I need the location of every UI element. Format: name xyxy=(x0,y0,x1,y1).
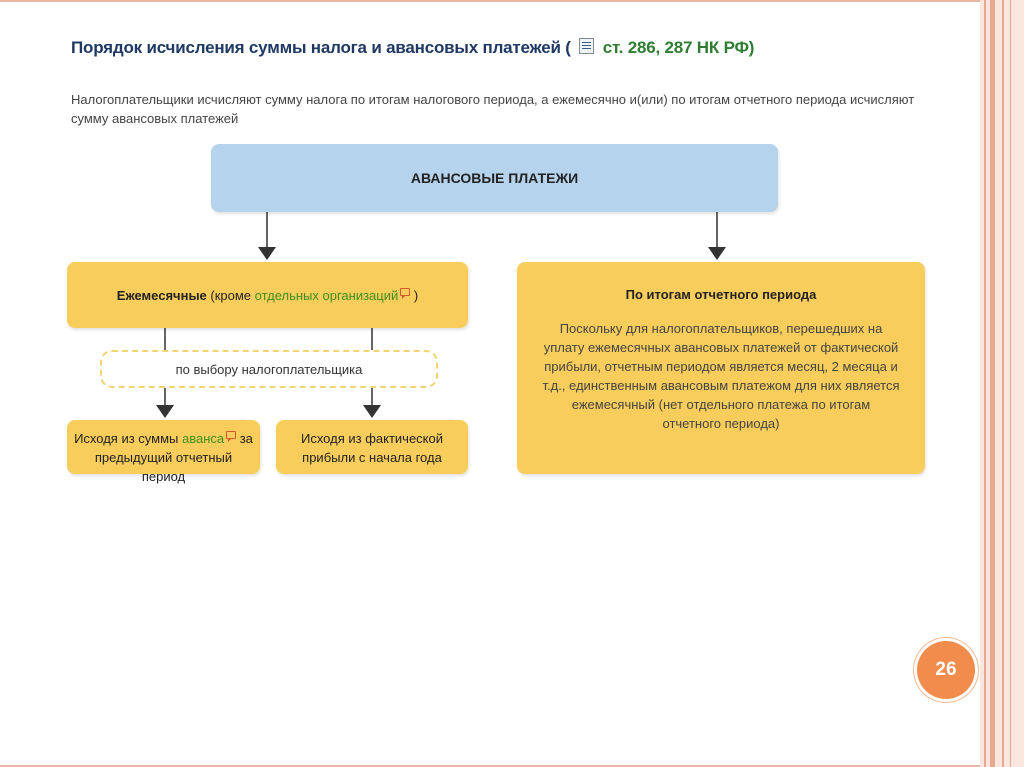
intro-text: Налогоплательщики исчисляют сумму налога по итогам налогового периода, а ежемесячно и(или) по итогам отчетного периода исчисляют сумму авансовых платежей xyxy=(71,92,915,126)
advance-payments-box xyxy=(211,144,778,212)
frame-line xyxy=(984,0,986,767)
frame-line xyxy=(1010,0,1011,767)
reporting-period-text: Поскольку для налогоплательщиков, перешедших на уплату ежемесячных авансовых платежей от фактической прибыли, отчетным периодом является месяц, 2 месяца и т.д., единственным авансовым платежом для них является ежемесячный (нет отдельного платежа по итогам отчетного периода) xyxy=(542,321,900,431)
comment-icon[interactable] xyxy=(226,431,236,439)
title-text: Порядок исчисления суммы налога и авансовых платежей ( xyxy=(71,38,576,57)
slide-right-frame xyxy=(980,0,1024,767)
monthly-pre: (кроме xyxy=(206,287,255,303)
advance-amount-option-box xyxy=(67,420,260,484)
arrow-down-icon xyxy=(363,405,381,418)
reporting-period-title: По итогам отчетного периода xyxy=(625,287,817,302)
law-reference-link[interactable]: ст. 286, 287 НК РФ) xyxy=(598,38,755,57)
comment-icon[interactable] xyxy=(400,288,410,296)
advance-link[interactable]: аванса xyxy=(181,431,225,446)
arrow-down-icon xyxy=(708,247,726,260)
frame-line xyxy=(1002,0,1004,767)
separate-organizations-link[interactable]: отдельных организаций xyxy=(254,287,399,303)
advance-amount-option-text xyxy=(73,429,254,486)
option1-post: за предыдущий отчетный период xyxy=(94,431,253,484)
actual-profit-option-box xyxy=(276,420,468,474)
option1-pre: Исходя из суммы xyxy=(74,431,182,446)
advance-payments-label: АВАНСОВЫЕ ПЛАТЕЖИ xyxy=(410,170,579,186)
monthly-post: ) xyxy=(410,287,419,303)
actual-profit-option-text: Исходя из фактической прибыли с начала года xyxy=(300,431,444,465)
page-number-badge: 26 xyxy=(917,641,975,699)
arrow-down-icon xyxy=(258,247,276,260)
reporting-period-box xyxy=(517,262,925,474)
monthly-title: Ежемесячные xyxy=(116,287,207,303)
monthly-payments-box xyxy=(67,262,468,328)
taxpayer-choice-label: по выбору налогоплательщика xyxy=(175,361,363,377)
frame-line xyxy=(990,0,995,767)
taxpayer-choice-box xyxy=(100,350,438,388)
arrow-down-icon xyxy=(156,405,174,418)
